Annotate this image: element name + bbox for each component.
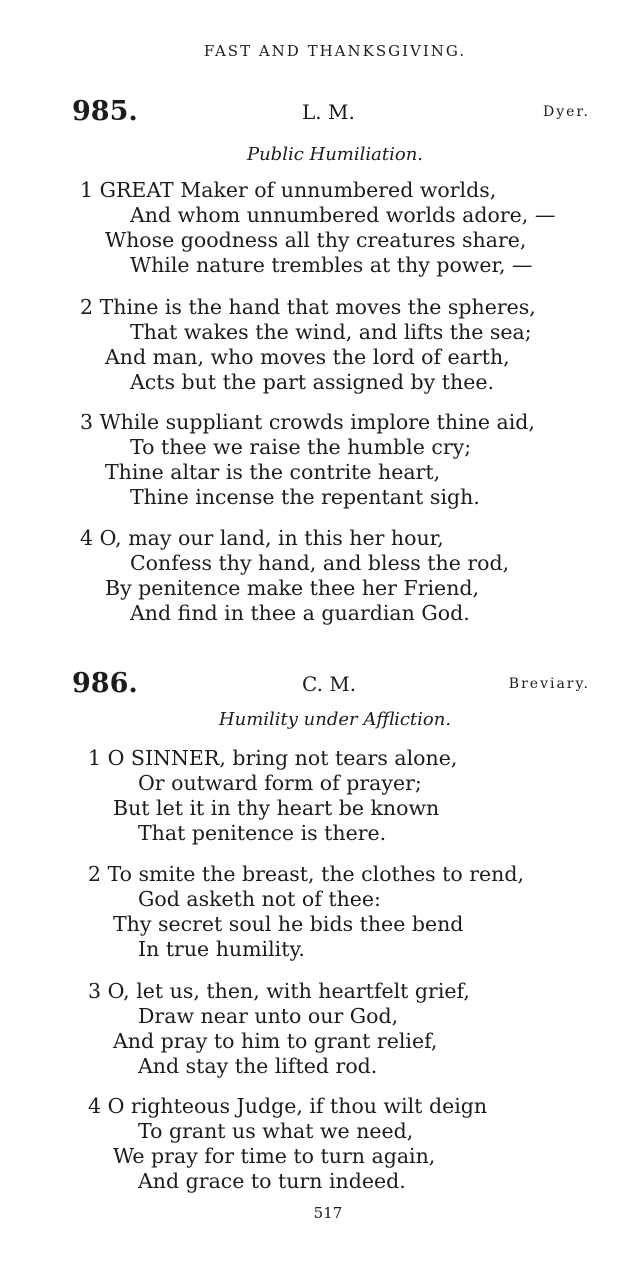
verse-line: While nature trembles at thy power, —: [130, 253, 533, 277]
verse-line: Thine incense the repentant sigh.: [130, 485, 480, 509]
verse-number: 2: [88, 862, 102, 886]
verse-line: That penitence is there.: [138, 821, 387, 845]
verse-line: In true humility.: [138, 937, 305, 961]
verse-line: Thine altar is the contrite heart,: [105, 460, 441, 484]
verse-line: To grant us what we need,: [138, 1119, 414, 1143]
verse-line: To thee we raise the humble cry;: [130, 435, 472, 459]
hymn-tune: Dyer.: [542, 104, 590, 120]
verse-number: 4: [80, 526, 94, 550]
hymn-number: 985.: [72, 96, 138, 127]
hymn-986-header: [0, 668, 640, 698]
verse-number: 1: [80, 178, 94, 202]
verse-line: And find in thee a guardian God.: [130, 601, 470, 625]
verse-line: And man, who moves the lord of earth,: [105, 345, 510, 369]
verse-line: Acts but the part assigned by thee.: [130, 370, 494, 394]
verse-line: Draw near unto our God,: [138, 1004, 399, 1028]
verse-line: Thine is the hand that moves the spheres,: [99, 295, 536, 319]
verse-line: GREAT Maker of unnumbered worlds,: [99, 178, 497, 202]
verse-line: We pray for time to turn again,: [113, 1144, 436, 1168]
verse-line: While suppliant crowds implore thine aid,: [99, 410, 535, 434]
hymn-meter: C. M.: [302, 672, 357, 696]
verse-line: Thy secret soul he bids thee bend: [113, 912, 464, 936]
verse-line: O, let us, then, with heartfelt grief,: [107, 979, 470, 1003]
verse-line: Whose goodness all thy creatures share,: [105, 228, 527, 252]
verse-line: But let it in thy heart be known: [113, 796, 440, 820]
verse-line: By penitence make thee her Friend,: [105, 576, 480, 600]
hymn-meter: L. M.: [302, 100, 355, 124]
verse-line: O righteous Judge, if thou wilt deign: [107, 1094, 488, 1118]
verse-line: O, may our land, in this her hour,: [99, 526, 444, 550]
verse-line: To smite the breast, the clothes to rend,: [107, 862, 525, 886]
verse-line: And grace to turn indeed.: [138, 1169, 406, 1193]
verse-number: 4: [88, 1094, 102, 1118]
hymn-985-header: [0, 96, 640, 126]
verse-number: 3: [88, 979, 102, 1003]
verse-line: O SINNER, bring not tears alone,: [107, 746, 458, 770]
verse-line: God asketh not of thee:: [138, 887, 381, 911]
hymn-title: Public Humiliation.: [246, 144, 424, 165]
verse-line: And pray to him to grant relief,: [113, 1029, 438, 1053]
verse-line: And stay the lifted rod.: [138, 1054, 378, 1078]
running-head: FAST AND THANKSGIVING.: [203, 42, 467, 60]
page-number: 517: [313, 1204, 343, 1222]
verse-line: That wakes the wind, and lifts the sea;: [130, 320, 532, 344]
verse-line: Confess thy hand, and bless the rod,: [130, 551, 510, 575]
verse-line: Or outward form of prayer;: [138, 771, 422, 795]
hymn-number: 986.: [72, 668, 138, 699]
verse-line: And whom unnumbered worlds adore, —: [130, 203, 556, 227]
hymn-title: Humility under Affliction.: [218, 709, 452, 730]
verse-number: 1: [88, 746, 102, 770]
verse-number: 3: [80, 410, 94, 434]
hymn-tune: Breviary.: [508, 676, 590, 692]
verse-number: 2: [80, 295, 94, 319]
